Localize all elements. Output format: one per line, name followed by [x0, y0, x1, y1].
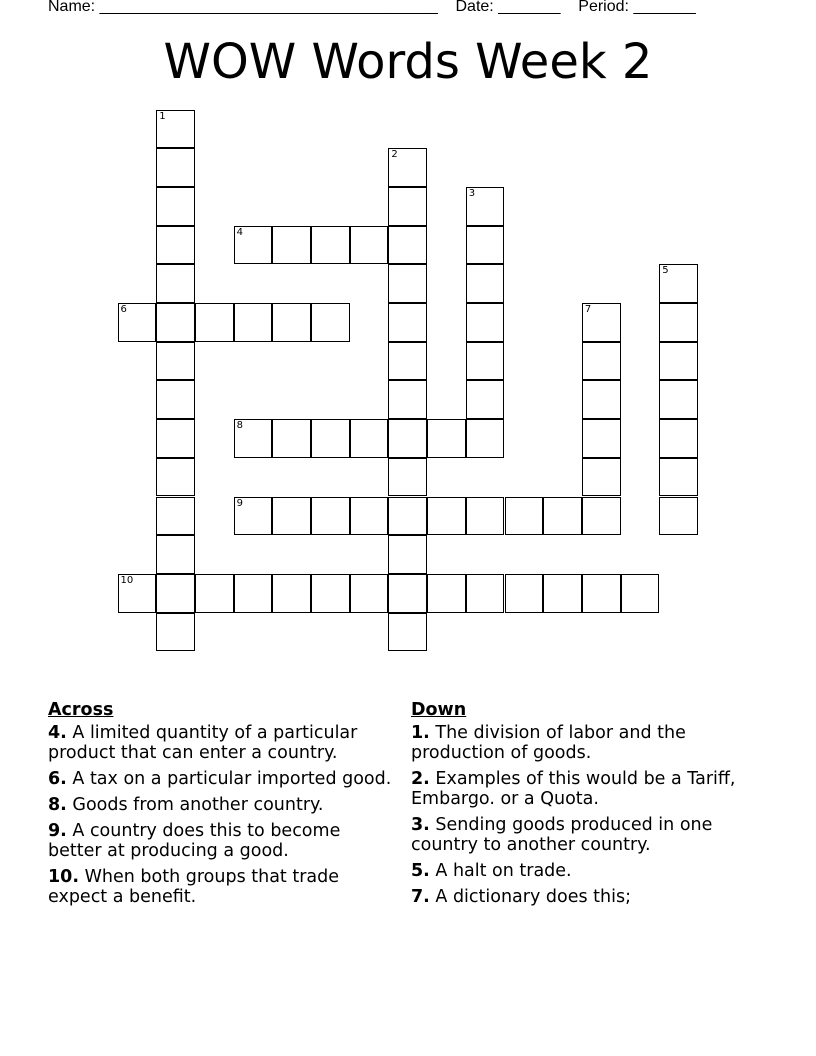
clue-text: A limited quantity of a particular product that can enter a country.	[48, 723, 358, 763]
clue-text: Goods from another country.	[72, 795, 324, 815]
clue-text: A halt on trade.	[435, 861, 572, 881]
across-clue-6	[48, 769, 393, 789]
down-clues	[411, 700, 751, 913]
grid-cell[interactable]	[505, 497, 544, 536]
grid-cell[interactable]	[427, 419, 466, 458]
grid-cell[interactable]	[659, 458, 698, 497]
grid-cell[interactable]	[350, 574, 389, 613]
grid-cell[interactable]	[388, 458, 427, 497]
grid-cell[interactable]	[156, 613, 195, 652]
clue-number: 8.	[48, 795, 67, 815]
clue-number-label: 9	[236, 497, 243, 509]
across-clue-10	[48, 867, 393, 907]
grid-cell[interactable]	[659, 419, 698, 458]
grid-cell[interactable]	[466, 380, 505, 419]
grid-cell[interactable]	[388, 226, 427, 265]
across-clues	[48, 700, 393, 913]
down-clue-5	[411, 861, 751, 881]
grid-cell[interactable]	[195, 303, 234, 342]
across-heading: Across	[48, 700, 114, 720]
across-clue-4	[48, 723, 393, 763]
grid-cell[interactable]	[427, 574, 466, 613]
grid-cell[interactable]	[156, 187, 195, 226]
grid-cell[interactable]	[621, 574, 660, 613]
grid-cell[interactable]	[466, 574, 505, 613]
clue-number: 1.	[411, 723, 430, 743]
across-clue-9	[48, 821, 393, 861]
grid-cell[interactable]	[156, 110, 195, 149]
grid-cell[interactable]	[582, 458, 621, 497]
grid-cell[interactable]	[350, 419, 389, 458]
grid-cell[interactable]	[272, 226, 311, 265]
clue-number-label: 6	[120, 304, 127, 315]
across-clue-8	[48, 795, 393, 815]
down-clue-1	[411, 723, 751, 763]
grid-cell[interactable]	[156, 303, 195, 342]
grid-cell[interactable]	[582, 380, 621, 419]
grid-cell[interactable]	[659, 303, 698, 342]
grid-cell[interactable]	[388, 148, 427, 187]
grid-cell[interactable]	[156, 226, 195, 265]
grid-cell[interactable]	[543, 574, 582, 613]
name-blank[interactable]: ______________________________________	[99, 0, 438, 15]
grid-cell[interactable]	[234, 574, 273, 613]
clue-number: 2.	[411, 769, 430, 789]
grid-cell[interactable]	[543, 497, 582, 536]
grid-cell[interactable]	[311, 497, 350, 536]
grid-cell[interactable]	[311, 419, 350, 458]
grid-cell[interactable]	[466, 419, 505, 458]
grid-cell[interactable]	[466, 342, 505, 381]
grid-cell[interactable]	[659, 342, 698, 381]
grid-cell[interactable]	[388, 187, 427, 226]
grid-cell[interactable]	[350, 226, 389, 265]
grid-cell[interactable]	[659, 497, 698, 536]
clue-text: When both groups that trade expect a benefit.	[48, 867, 340, 907]
grid-cell[interactable]	[466, 264, 505, 303]
grid-cell[interactable]	[505, 574, 544, 613]
down-clue-3	[411, 815, 751, 855]
grid-cell[interactable]	[388, 613, 427, 652]
period-blank[interactable]: _______	[633, 0, 696, 15]
grid-cell[interactable]	[466, 303, 505, 342]
name-label: Name:	[48, 0, 96, 15]
clue-number: 9.	[48, 821, 67, 841]
grid-cell[interactable]	[388, 497, 427, 536]
grid-cell[interactable]	[156, 380, 195, 419]
grid-cell[interactable]	[311, 574, 350, 613]
grid-cell[interactable]	[582, 342, 621, 381]
clue-text: Sending goods produced in one country to another country.	[411, 815, 713, 855]
grid-cell[interactable]	[659, 380, 698, 419]
down-clue-7	[411, 887, 751, 907]
grid-cell[interactable]	[388, 264, 427, 303]
grid-cell[interactable]	[272, 574, 311, 613]
grid-cell[interactable]	[350, 497, 389, 536]
clue-number-label: 2	[391, 149, 398, 161]
grid-cell[interactable]	[234, 497, 273, 536]
grid-cell[interactable]	[156, 574, 195, 613]
grid-cell[interactable]	[582, 419, 621, 458]
grid-cell[interactable]	[234, 303, 273, 342]
grid-cell[interactable]	[272, 419, 311, 458]
grid-cell[interactable]	[388, 380, 427, 419]
grid-cell[interactable]	[156, 497, 195, 536]
clue-number: 7.	[411, 887, 430, 907]
grid-cell[interactable]	[388, 535, 427, 574]
grid-cell[interactable]	[311, 226, 350, 265]
grid-cell[interactable]	[582, 574, 621, 613]
clue-number: 5.	[411, 861, 430, 881]
clue-number: 10.	[48, 867, 80, 887]
grid-cell[interactable]	[156, 148, 195, 187]
grid-cell[interactable]	[388, 419, 427, 458]
grid-cell[interactable]	[311, 303, 350, 342]
grid-cell[interactable]	[156, 419, 195, 458]
grid-cell[interactable]	[195, 574, 234, 613]
grid-cell[interactable]	[156, 264, 195, 303]
clue-number: 3.	[411, 815, 430, 835]
date-label: Date:	[455, 0, 494, 15]
clue-text: A dictionary does this;	[435, 887, 631, 907]
grid-cell[interactable]	[272, 497, 311, 536]
grid-cell[interactable]	[582, 497, 621, 536]
grid-cell[interactable]	[582, 303, 621, 342]
clue-number-label: 1	[159, 110, 166, 122]
grid-cell[interactable]	[388, 574, 427, 613]
down-clue-2	[411, 769, 751, 809]
clue-number-label: 3	[468, 187, 476, 199]
clue-number-label: 5	[662, 265, 669, 277]
grid-cell[interactable]	[118, 303, 157, 342]
clue-number-label: 7	[584, 304, 592, 315]
down-heading: Down	[411, 700, 467, 720]
grid-cell[interactable]	[156, 342, 195, 381]
grid-cell[interactable]	[388, 303, 427, 342]
grid-cell[interactable]	[466, 497, 505, 536]
grid-cell[interactable]	[272, 303, 311, 342]
clue-text: Examples of this would be a Tariff, Embargo. or a Quota.	[411, 769, 736, 809]
grid-cell[interactable]	[156, 535, 195, 574]
clue-number: 4.	[48, 723, 67, 743]
date-blank[interactable]: _______	[498, 0, 561, 15]
clue-number-label: 8	[236, 420, 243, 432]
grid-cell[interactable]	[466, 226, 505, 265]
clue-number-label: 10	[120, 574, 134, 586]
grid-cell[interactable]	[659, 264, 698, 303]
clue-text: The division of labor and the production of goods.	[411, 723, 686, 763]
grid-cell[interactable]	[118, 574, 157, 613]
clue-text: A tax on a particular imported good.	[72, 769, 392, 789]
grid-cell[interactable]	[156, 458, 195, 497]
grid-cell[interactable]	[388, 342, 427, 381]
grid-cell[interactable]	[466, 187, 505, 226]
page-title: WOW Words Week 2	[163, 34, 653, 90]
clue-number: 6.	[48, 769, 67, 789]
grid-cell[interactable]	[427, 497, 466, 536]
clue-text: A country does this to become better at producing a good.	[48, 821, 341, 861]
period-label: Period:	[578, 0, 629, 15]
grid-cell[interactable]	[234, 419, 273, 458]
grid-cell[interactable]	[234, 226, 273, 265]
clue-number-label: 4	[236, 226, 243, 238]
